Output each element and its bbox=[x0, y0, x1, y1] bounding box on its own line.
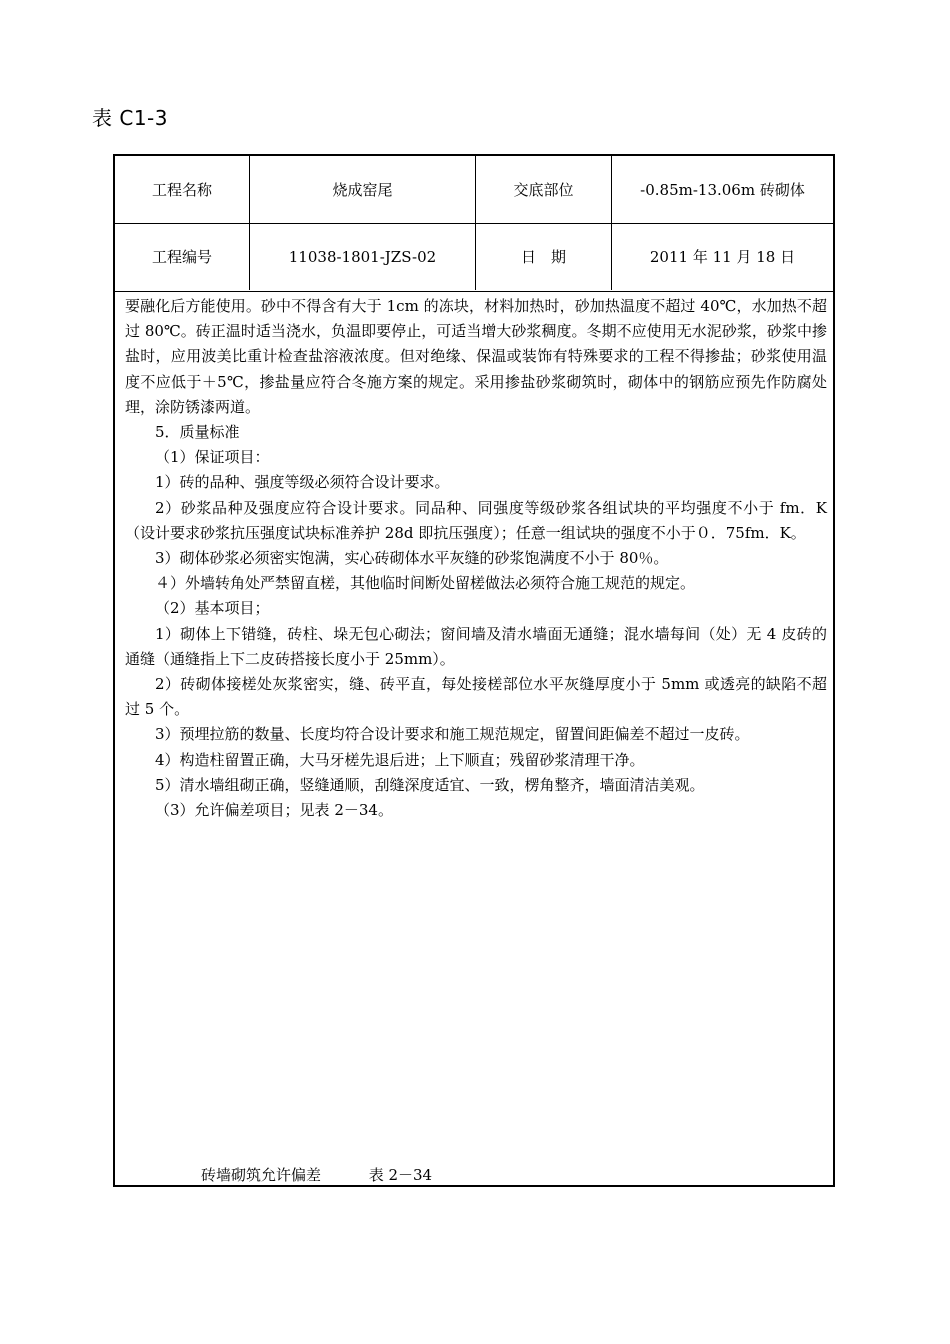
header-row-2 bbox=[115, 223, 833, 290]
table-caption-ref: 表 2－34 bbox=[368, 1166, 433, 1184]
project-name-label: 工程名称 bbox=[115, 156, 250, 223]
table-caption-title: 砖墙砌筑允许偏差 bbox=[201, 1166, 322, 1184]
form-code: 表 C1-3 bbox=[92, 106, 168, 130]
paragraph: 要融化后方能使用。砂中不得含有大于 1cm 的冻块，材料加热时，砂加热温度不超过 40℃，水加热不超过 80℃。砖正温时适当浇水，负温即要停止，可适当增大砂浆稠度。冬期不应使用无水泥砂浆，砂浆中掺盐时，应用波美比重计检查盐溶液浓度。但对绝缘、保温或装饰有特殊要求的工程不得掺盐；砂浆使用温度不应低于＋5℃，掺盐量应符合冬施方案的规定。采用掺盐砂浆砌筑时，砌体中的钢筋应预先作防腐处理，涂防锈漆两道。 bbox=[125, 297, 827, 416]
subsection-heading: （2）基本项目； bbox=[155, 599, 270, 618]
list-item: 4）构造柱留置正确，大马牙槎先退后进；上下顺直；残留砂浆清理干净。 bbox=[155, 750, 645, 769]
date-value: 2011 年 11 月 18 日 bbox=[649, 248, 796, 266]
list-item: 3）预埋拉筋的数量、长度均符合设计要求和施工规范规定，留置间距偏差不超过一皮砖。 bbox=[155, 725, 750, 744]
date-label: 日 期 bbox=[476, 223, 612, 290]
subsection-heading: （1）保证项目： bbox=[155, 448, 270, 467]
project-name-value: 烧成窑尾 bbox=[250, 156, 476, 223]
subsection-heading: （3）允许偏差项目；见表 2－34。 bbox=[155, 801, 393, 820]
section-heading: 5．质量标准 bbox=[155, 423, 240, 442]
list-item: 5）清水墙组砌正确，竖缝通顺，刮缝深度适宜、一致，楞角整齐，墙面清洁美观。 bbox=[155, 775, 705, 794]
list-item: 2）砖砌体接槎处灰浆密实，缝、砖平直，每处接槎部位水平灰缝厚度小于 5mm 或透亮的缺陷不超过 5 个。 bbox=[125, 675, 827, 719]
header-row-1 bbox=[115, 156, 833, 224]
body-text bbox=[125, 294, 827, 823]
project-number-value: 11038-1801-JZS-02 bbox=[250, 223, 476, 290]
header-table bbox=[115, 156, 833, 292]
list-item: 1）砖的品种、强度等级必须符合设计要求。 bbox=[155, 473, 450, 492]
project-number-label: 工程编号 bbox=[115, 223, 250, 290]
disclosure-sheet bbox=[113, 154, 835, 1187]
table-caption bbox=[201, 1164, 432, 1185]
list-item: 3）砌体砂浆必须密实饱满，实心砖砌体水平灰缝的砂浆饱满度不小于 80％。 bbox=[155, 549, 669, 568]
list-item: 2）砂浆品种及强度应符合设计要求。同品种、同强度等级砂浆各组试块的平均强度不小于 fm．K（设计要求砂浆抗压强度试块标准养护 28d 即抗压强度）；任意一组试块的强度不小于０．75fm．K。 bbox=[125, 498, 827, 542]
disclosure-location-label: 交底部位 bbox=[476, 156, 612, 223]
list-item: ４）外墙转角处严禁留直槎，其他临时间断处留槎做法必须符合施工规范的规定。 bbox=[155, 574, 696, 593]
disclosure-location-value: -0.85m-13.06m 砖砌体 bbox=[640, 181, 805, 199]
list-item: 1）砌体上下错缝，砖柱、垛无包心砌法；窗间墙及清水墙面无通缝；混水墙每间（处）无 4 皮砖的通缝（通缝指上下二皮砖搭接长度小于 25mm）。 bbox=[125, 624, 827, 668]
